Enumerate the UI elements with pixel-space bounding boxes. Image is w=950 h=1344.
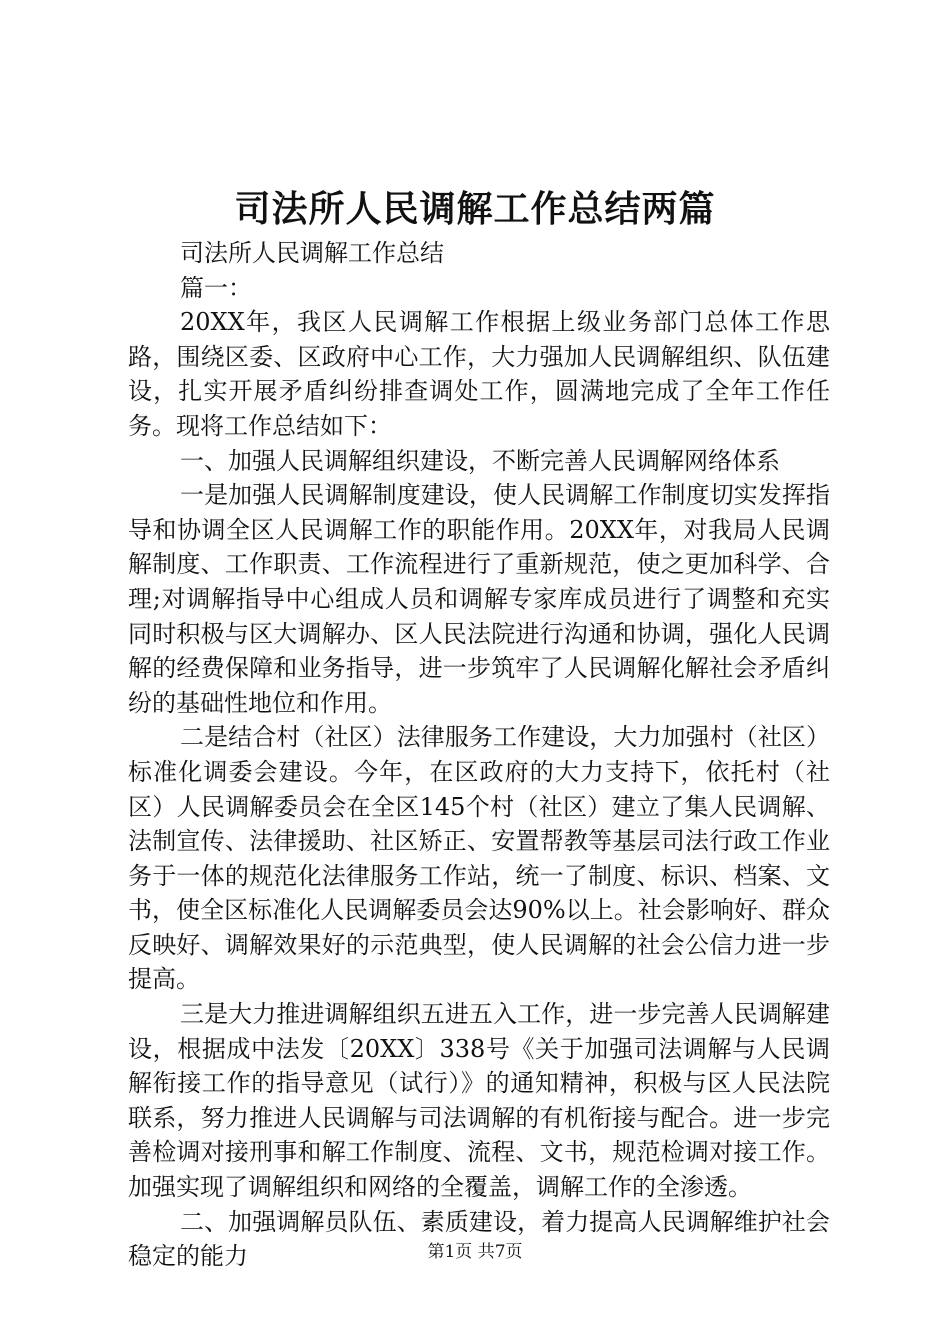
paragraph-point-3: 三是大力推进调解组织五进五入工作，进一步完善人民调解建设，根据成中法发〔20XX〕338号《关于加强司法调解与人民调解衔接工作的指导意见（试行）》的通知精神，积极与区人民法院联系，努力推进人民调解与司法调解的有机衔接与配合。进一步完善检调对接刑事和解工作制度、流程、文书，规范检调对接工作。加强实现了调解组织和网络的全覆盖，调解工作的全渗透。 [128, 1000, 830, 1202]
section-heading-2: 二、加强调解员队伍、素质建设，着力提高人民调解维护社会稳定的能力 [128, 1207, 830, 1271]
document-title: 司法所人民调解工作总结两篇 [234, 188, 716, 230]
paragraph-point-2: 二是结合村（社区）法律服务工作建设，大力加强村（社区）标准化调委会建设。今年，在区政府的大力支持下，依托村（社区）人民调解委员会在全区145个村（社区）建立了集人民调解、法制宣传、法律援助、社区矫正、安置帮教等基层司法行政工作业务于一体的规范化法律服务工作站，统一了制度、标识、档案、文书，使全区标准化人民调解委员会达90%以上。社会影响好、群众反映好、调解效果好的示范典型，使人民调解的社会公信力进一步提高。 [128, 723, 830, 994]
document-body [128, 236, 830, 1274]
paragraph-intro: 20XX年，我区人民调解工作根据上级业务部门总体工作思路，围绕区委、区政府中心工作，大力强加人民调解组织、队伍建设，扎实开展矛盾纠纷排查调处工作，圆满地完成了全年工作任务。现将工作总结如下： [128, 308, 830, 440]
paragraph-point-1: 一是加强人民调解制度建设，使人民调解工作制度切实发挥指导和协调全区人民调解工作的职能作用。20XX年，对我局人民调解制度、工作职责、工作流程进行了重新规范，使之更加科学、合理;对调解指导中心组成人员和调解专家库成员进行了调整和充实同时积极与区大调解办、区人民法院进行沟通和协调，强化人民调解的经费保障和业务指导，进一步筑牢了人民调解化解社会矛盾纠纷的基础性地位和作用。 [128, 481, 830, 717]
paragraph-subtitle: 司法所人民调解工作总结 [180, 239, 444, 267]
section-heading-1: 一、加强人民调解组织建设，不断完善人民调解网络体系 [180, 446, 780, 475]
paragraph-part-label: 篇一： [180, 273, 252, 302]
page-footer: 第1页 共7页 [427, 1242, 523, 1262]
